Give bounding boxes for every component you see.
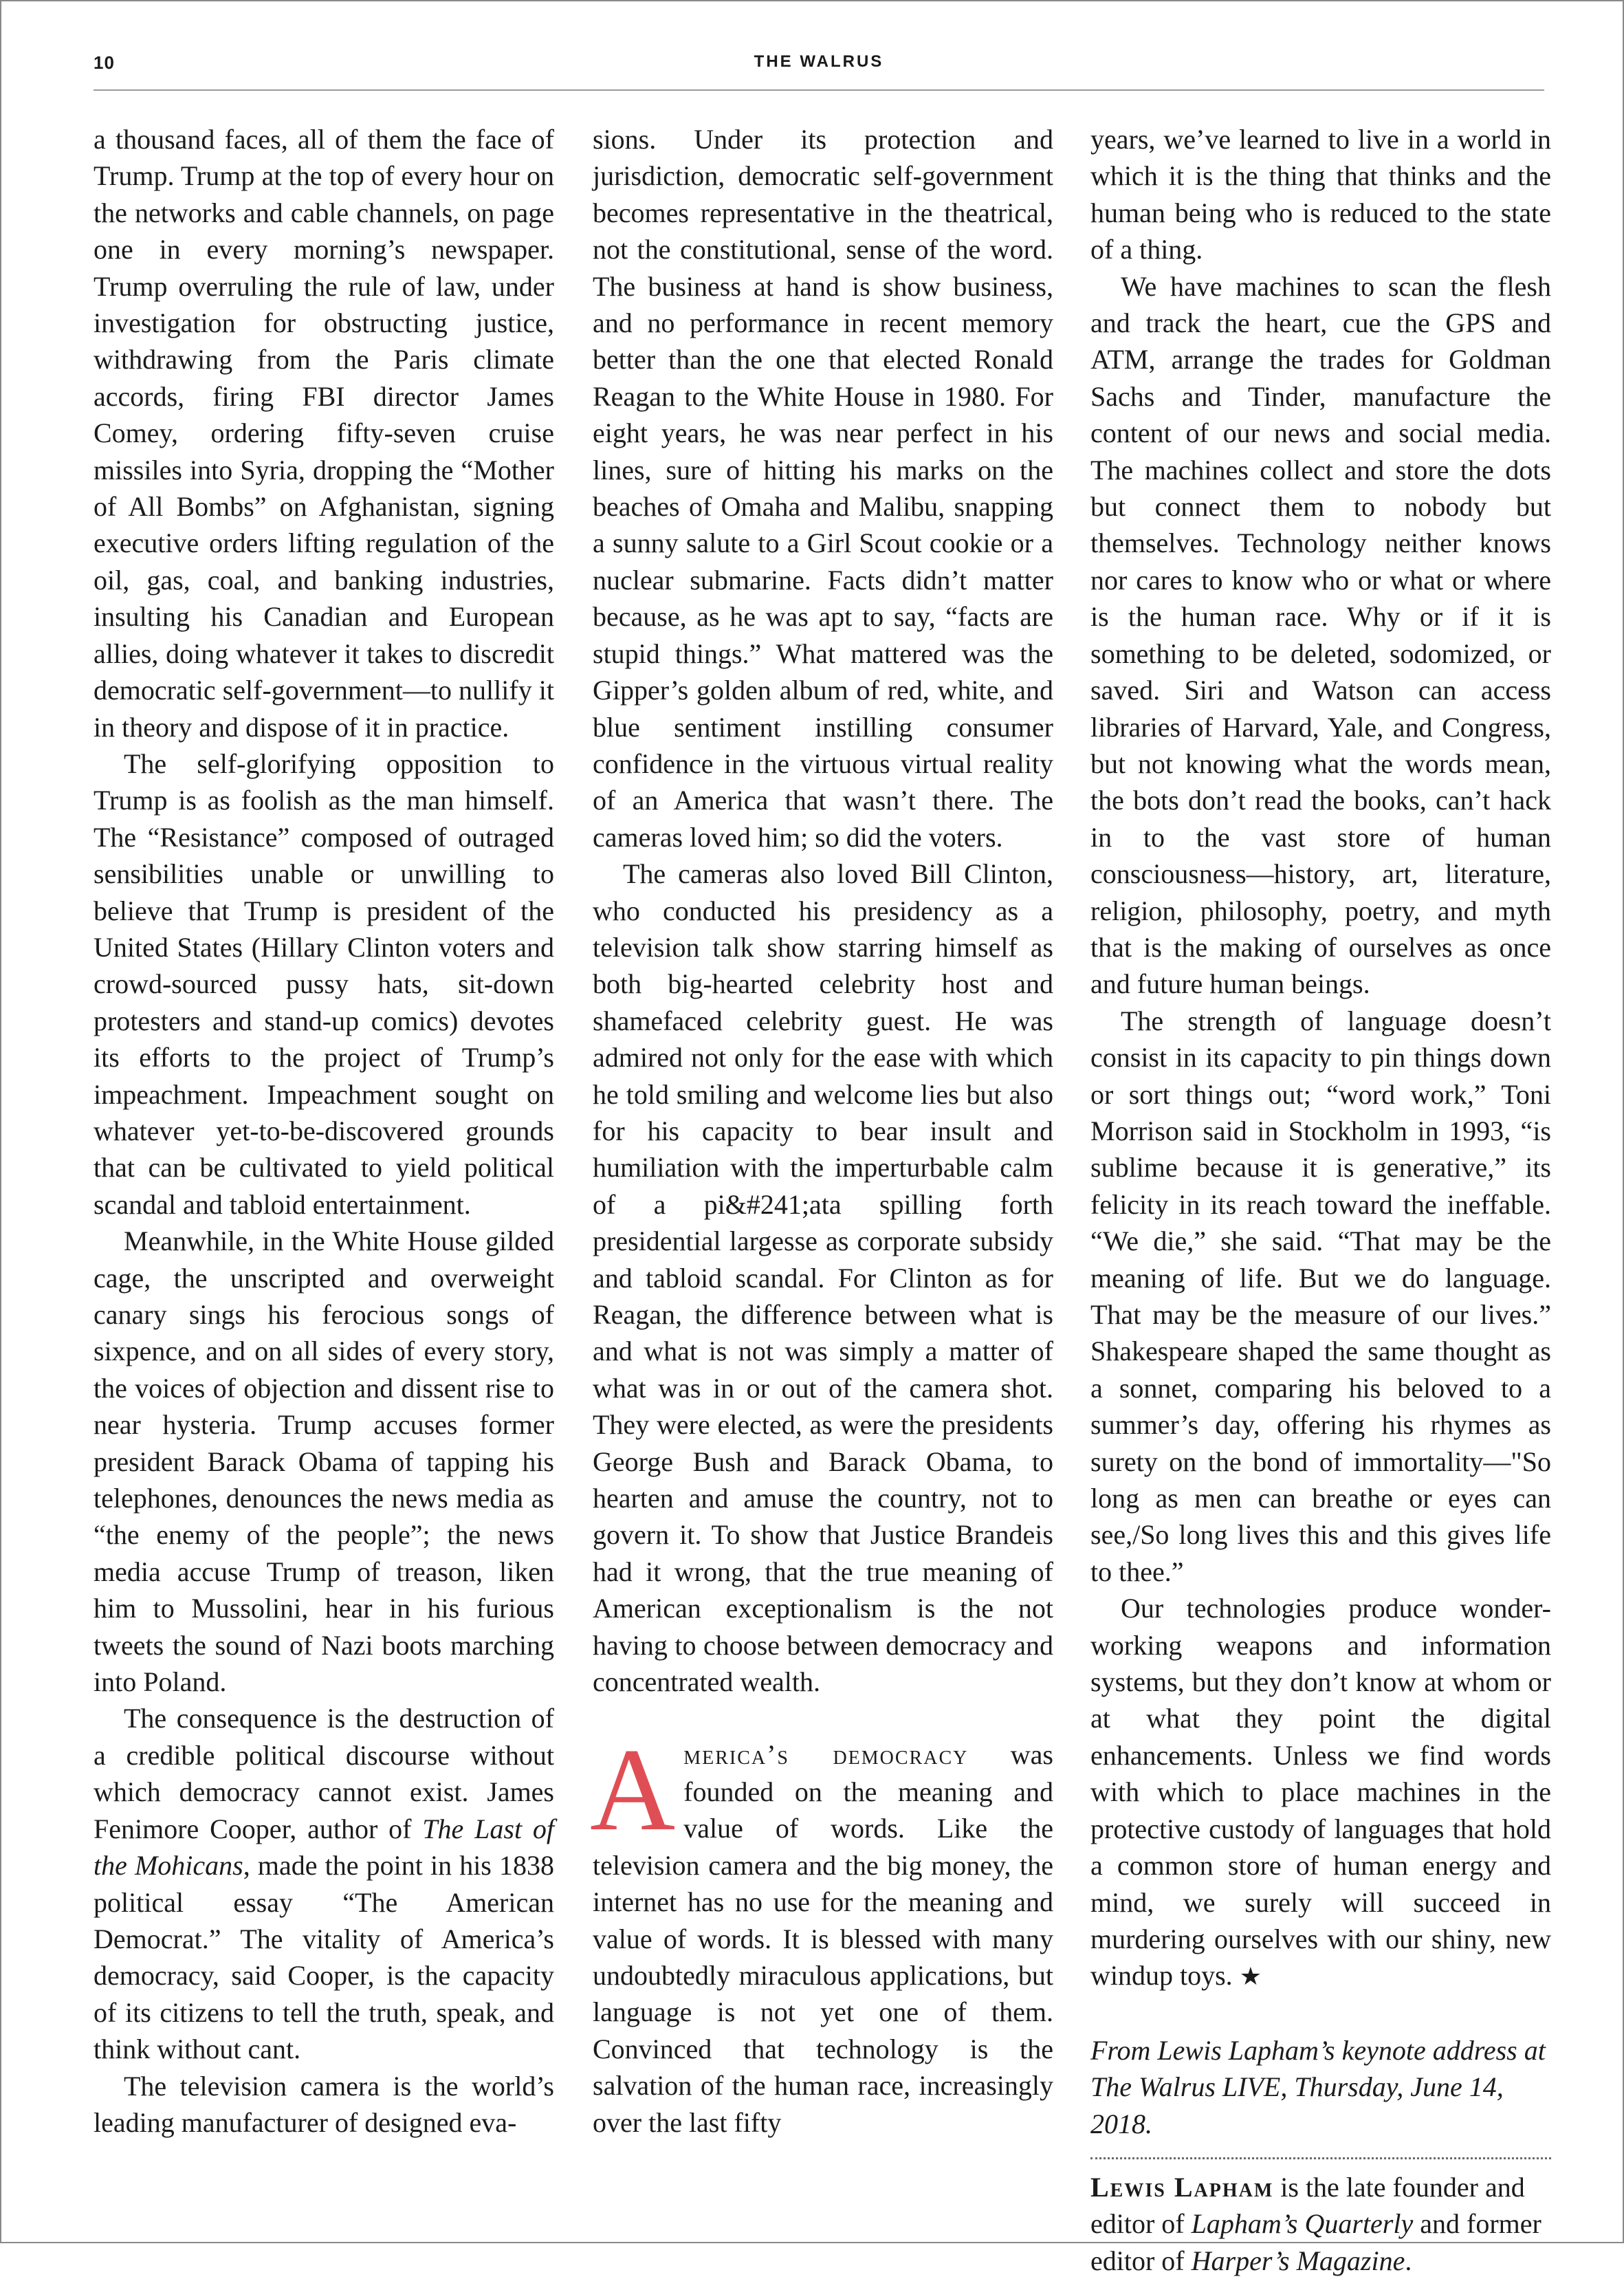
author-name: Lewis Lapham bbox=[1090, 2171, 1274, 2203]
drop-cap: A bbox=[590, 1725, 676, 1856]
paragraph: years, we’ve learned to live in a world in which it is the thing that thinks and the human being who is reduced to the state of a thing. bbox=[1090, 124, 1551, 265]
paragraph bbox=[1090, 268, 1551, 1003]
text-run: is the late founder and editor of bbox=[1090, 2171, 1525, 2240]
source-credit: From Lewis Lapham’s keynote address at The Walrus LIVE, Thursday, June 14, 2018. bbox=[1090, 2034, 1546, 2139]
text-run: and bbox=[1495, 307, 1551, 339]
section-opening-paragraph bbox=[590, 1725, 1053, 2140]
text-run: We have machines to scan the flesh and track the heart, cue the bbox=[1090, 270, 1551, 339]
dotted-divider bbox=[1090, 2157, 1551, 2159]
paragraph: The television camera is the world’s leading manufacturer of designed eva- bbox=[94, 2070, 554, 2138]
page-header bbox=[94, 52, 1544, 87]
acronym: GPS bbox=[1445, 307, 1496, 339]
header-rule bbox=[94, 89, 1544, 91]
publication-title: Harper’s Magazine bbox=[1191, 2245, 1405, 2276]
paragraph bbox=[1090, 1590, 1551, 1995]
paragraph: a thousand faces, all of them the face of Trump. Trump at the top of every hour on the networks and cable channels, on page one in every morning’s newspaper. Trump overruling the rule of law, under investigation for obstructing justice, withdrawing from the Paris climate accords, firing FBI director James Comey, ordering fifty-seven cruise missiles into Syria, dropping the “Mother of All Bombs” on Afghanistan, signing executive orders lifting regulation of the oil, gas, coal, and banking industries, insulting his Canadian and European allies, doing whatever it takes to discredit democratic self-government—to nullify it in theory and dispose of it in practice. bbox=[94, 124, 554, 743]
lead-in-small-caps: merica’s democracy bbox=[683, 1739, 969, 1771]
text-run: and former editor of bbox=[1090, 2208, 1541, 2276]
paragraph: The strength of language doesn’t consist in its capacity to pin things down or sort things out; “word work,” Toni Morrison said in Stockholm in 1993, “is sublime because it is generative,” its felicity in its reach toward the ineffable. “We die,” she said. “That may be the meaning of life. But we do language. That may be the measure of our lives.” Shakespeare shaped the same thought as a sonnet, comparing his beloved to a summer’s day, offering his rhymes as surety on the bond of immortality—"So long as men can breathe or eyes can see,/So long lives this and this gives life to thee.” bbox=[1090, 1005, 1551, 1587]
text-run: The consequence is the destruction of a credible political discourse without which democracy cannot exist. James Fenimore Cooper, author of bbox=[94, 1703, 554, 1844]
text-run: , arrange the trades for Goldman Sachs and Tinder, manufacture the content of our news and social media. The machines collect and store the dots but connect them to nobody but themselves. Technology neither knows nor cares to know who or what or where is the human race. Why or if it is something to be deleted, sodomized, or saved. Siri and Watson can access libraries of Harvard, Yale, and Congress, but not knowing what the words mean, the bots don’t read the books, can’t hack in to the vast store of human consciousness—history, art, literature, religion, philosophy, poetry, and myth that is the making of ourselves as once and future human beings. bbox=[1090, 344, 1551, 1000]
running-head: THE WALRUS bbox=[754, 52, 884, 71]
paragraph: The self-glorifying opposition to Trump is as foolish as the man himself. The “Resistance” composed of outraged sensibilities unable or unwilling to believe that Trump is president of the United States (Hillary Clinton voters and crowd-sourced pussy hats, sit-down protesters and stand-up comics) devotes its efforts to the project of Trump’s impeachment. Impeachment sought on whatever yet-to-be-discovered grounds that can be cultivated to yield political scandal and tabloid entertainment. bbox=[94, 748, 554, 1220]
book-title: The Last of the Mohicans bbox=[94, 1813, 554, 1882]
text-run: . bbox=[1405, 2245, 1412, 2276]
paragraph: sions. Under its protection and jurisdiction, democratic self-government becomes representative in the theatrical, not the constitutional, sense of the word. The business at hand is show business, and no performance in recent memory better than the one that elected Ronald Reagan to the White House in 1980. For eight years, he was near perfect in his lines, sure of hitting his marks on the beaches of Omaha and Malibu, snapping a sunny salute to a Girl Scout cookie or a nuclear submarine. Facts didn’t matter because, as he was apt to say, “facts are stupid things.” What mattered was the Gipper’s golden album of red, white, and blue sentiment instilling consumer confidence in the virtuous virtual reality of an America that wasn’t there. The cameras loved him; so did the voters. bbox=[593, 124, 1053, 853]
column-1 bbox=[94, 121, 554, 2141]
text-run: Our technologies produce wonder-working weapons and information systems, but they don’t know at whom or at what they point the digital enhancements. Unless we find words with which to place machines in the protective custody of languages that hold a common store of human energy and mind, we surely will succeed in murdering ourselves with our shiny, new windup toys. bbox=[1090, 1593, 1551, 1992]
paragraph: Meanwhile, in the White House gilded cage, the unscripted and overweight canary sings his ferocious songs of sixpence, and on all sides of every story, the voices of objection and dissent rise to near hysteria. Trump accuses former president Barack Obama of tapping his telephones, denounces the news media as “the enemy of the people”; the news media accuse Trump of treason, liken him to Mussolini, hear in his furious tweets the sound of Nazi boots marching into Poland. bbox=[94, 1225, 554, 1698]
column-3 bbox=[1090, 121, 1551, 2279]
page-number: 10 bbox=[94, 52, 115, 73]
paragraph bbox=[94, 1700, 554, 2067]
text-run: was founded on the meaning and value of words. Like the television camera and the big money, the internet has no use for the meaning and value of words. It is blessed with many undoubtedly miraculous applications, but language is not yet one of them. Convinced that technology is the salvation of the human race, increasingly over the last fifty bbox=[593, 1739, 1053, 2138]
publication-title: Lapham’s Quarterly bbox=[1191, 2208, 1414, 2240]
author-bio bbox=[1090, 2169, 1551, 2279]
column-2 bbox=[590, 121, 1053, 2141]
end-mark-star-icon: ★ bbox=[1239, 1963, 1262, 1992]
paragraph: The cameras also loved Bill Clinton, who conducted his presidency as a television talk show starring himself as both big-hearted celebrity host and shamefaced celebrity guest. He was admired not only for the ease with which he told smiling and welcome lies but also for his capacity to bear insult and humiliation with the imperturbable calm of a pi&#241;ata spilling forth presidential largesse as corporate subsidy and tabloid scandal. For Clinton as for Reagan, the difference between what is and what is not was simply a matter of what was in or out of the camera shot. They were elected, as were the presidents George Bush and Barack Obama, to hearten and amuse the country, not to govern it. To show that Justice Brandeis had it wrong, that the true meaning of American exceptionalism is the not having to choose between democracy and concentrated wealth. bbox=[593, 858, 1053, 1698]
acronym: ATM bbox=[1090, 344, 1149, 375]
text-run: , made the point in his 1838 political essay “The American Democrat.” The vitality of America’s democracy, said Cooper, is the capacity of its citizens to tell the truth, speak, and think without cant. bbox=[94, 1850, 554, 2065]
